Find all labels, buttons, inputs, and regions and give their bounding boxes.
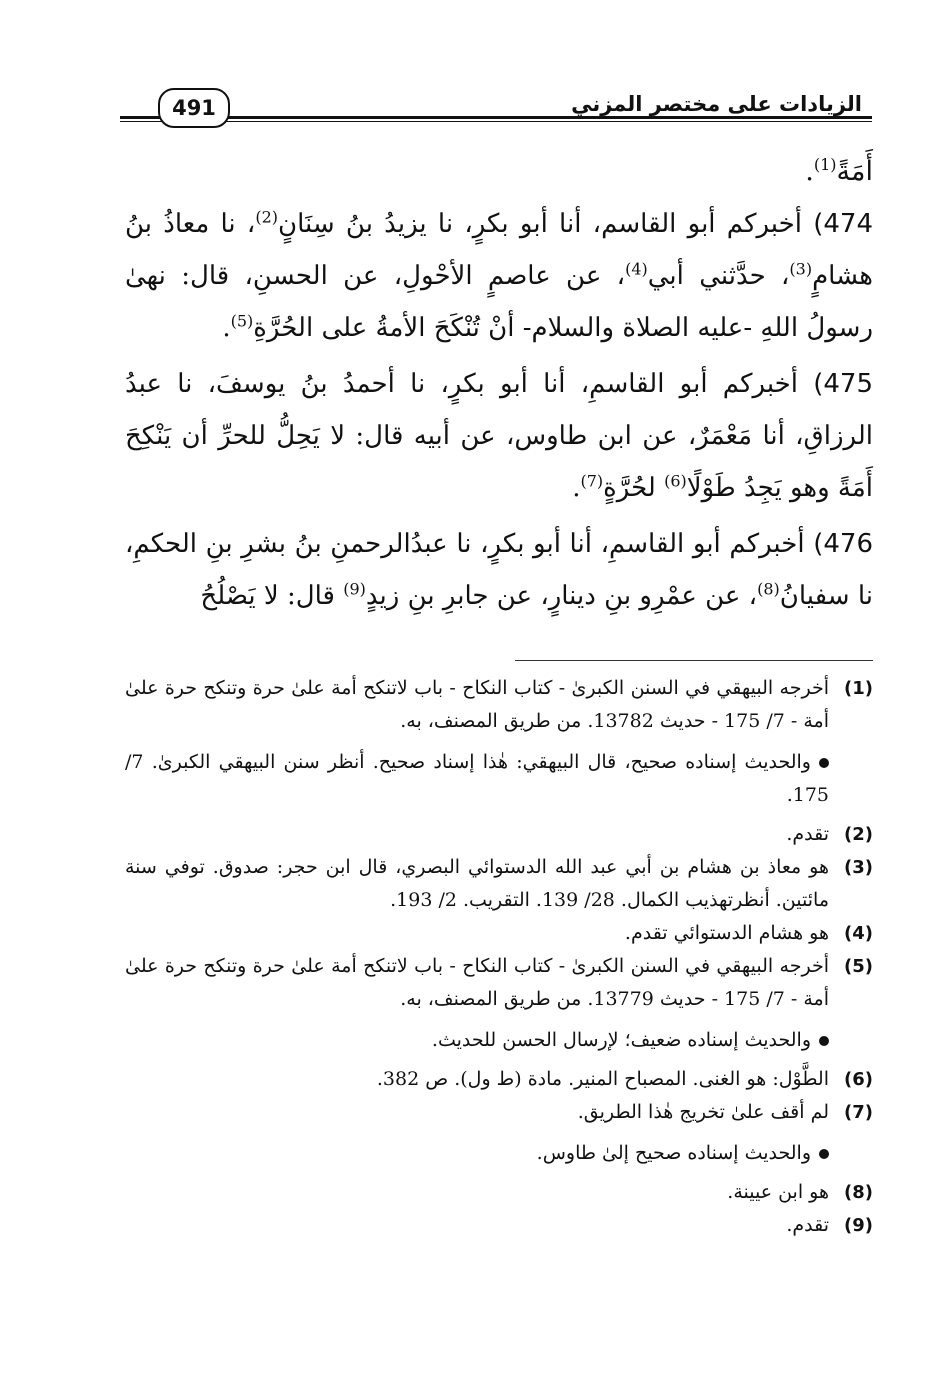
hadith-number: 476) bbox=[813, 529, 873, 559]
footnote-text: أخرجه البيهقي في السنن الكبرىٰ - كتاب النكاح - باب لاتنكح أمة علىٰ حرة وتنكح حرة علىٰ أمة - 7/ 175 - حديث 13779. من طريق المصنف، به. bbox=[125, 955, 829, 1010]
hadith-text: . bbox=[572, 473, 581, 503]
footnote-bullet bbox=[125, 1024, 873, 1057]
footnote-text: أخرجه البيهقي في السنن الكبرىٰ - كتاب النكاح - باب لاتنكح أمة علىٰ حرة وتنكح حرة علىٰ أمة - 7/ 175 - حديث 13782. من طريق المصنف، به. bbox=[125, 677, 829, 732]
footnote-number: (4) bbox=[844, 923, 873, 944]
footnote-text: تقدم. bbox=[786, 1214, 829, 1236]
footnote-7 bbox=[125, 1096, 873, 1129]
hadith-text: أخبركم أبو القاسم، أنا أبو بكرٍ، نا يزيدُ بنُ سِنَانٍ bbox=[278, 209, 802, 239]
bullet-text: والحديث إسناده صحيح، قال البيهقي: هٰذا إسناد صحيح. أنظر سنن البيهقي الكبرىٰ. 7/ 175. bbox=[125, 751, 829, 806]
hadith-text: أخبركم أبو القاسمِ، أنا أبو بكرٍ، نا عبدُالرحمنِ بنُ بشرِ بنِ الحكمِ، نا سفيانُ bbox=[125, 529, 873, 611]
footnote-text: لم أقف علىٰ تخريج هٰذا الطريق. bbox=[577, 1101, 829, 1123]
footnote-text: الطَّوْل: هو الغنى. المصباح المنير. مادة (ط ول). ص 382. bbox=[376, 1068, 829, 1090]
footnote-number: (2) bbox=[844, 824, 873, 845]
footnote-ref: (4) bbox=[625, 259, 648, 279]
fragment-end: . bbox=[805, 156, 814, 187]
hadith-text: أخبركم أبو القاسمِ، أنا أبو بكرٍ، نا أحمدُ بنُ يوسفَ، نا عبدُ الرزاقِ، أنا مَعْمَرٌ، عن ابن طاوس، عن أبيه قال: لا يَحِلُّ للحرِّ أن يَنْكِحَ أَمَةً وهو يَجِدُ طَوْلًا bbox=[125, 369, 873, 503]
continued-fragment bbox=[125, 150, 873, 194]
footnote-6 bbox=[125, 1063, 873, 1096]
footnote-ref: (1) bbox=[813, 155, 837, 174]
hadith-text: قال: لا يَصْلُحُ bbox=[200, 581, 344, 611]
hadith-text: ، حدَّثني أبي bbox=[647, 261, 790, 291]
hadith-476 bbox=[125, 518, 873, 622]
header-rule-thin bbox=[120, 121, 872, 122]
footnote-5 bbox=[125, 950, 873, 1016]
footnote-4 bbox=[125, 917, 873, 950]
bullet-icon bbox=[819, 1036, 829, 1046]
main-text bbox=[125, 150, 873, 622]
footnote-bullet bbox=[125, 1137, 873, 1170]
bullet-text: والحديث إسناده صحيح إلىٰ طاوس. bbox=[536, 1142, 811, 1164]
running-title: الزيادات على مختصر المزني bbox=[571, 92, 862, 116]
hadith-number: 475) bbox=[813, 369, 873, 399]
footnote-number: (5) bbox=[844, 956, 873, 977]
bullet-icon bbox=[819, 1149, 829, 1159]
hadith-text: ، عن عاصمٍ الأحْولِ، عن الحسنِ، قال: نهىٰ رسولُ اللهِ -عليه الصلاة والسلام- أنْ تُنْكَحَ الأمةُ على الحُرَّةِ bbox=[125, 261, 873, 343]
header-rule-thick bbox=[120, 116, 872, 119]
hadith-text: ، عن عمْرِو بنِ دينارٍ، عن جابرِ بنِ زيدٍ bbox=[365, 581, 758, 611]
bullet-text: والحديث إسناده ضعيف؛ لإرسال الحسن للحديث. bbox=[431, 1029, 811, 1051]
fragment-text: أَمَةً bbox=[836, 156, 873, 187]
footnote-number: (1) bbox=[844, 678, 873, 699]
footnote-text: هو معاذ بن هشام بن أبي عبد الله الدستوائي البصري، قال ابن حجر: صدوق. توفي سنة مائتين. أنظرتهذيب الكمال. 28/ 139. التقريب. 2/ 193. bbox=[125, 856, 829, 911]
footnote-number: (8) bbox=[844, 1182, 873, 1203]
footnote-ref: (2) bbox=[255, 207, 278, 227]
hadith-475 bbox=[125, 358, 873, 514]
footnote-ref: (8) bbox=[757, 579, 780, 599]
footnote-separator bbox=[515, 660, 873, 661]
footnote-number: (6) bbox=[844, 1069, 873, 1090]
footnote-ref: (7) bbox=[580, 471, 604, 491]
footnote-3 bbox=[125, 851, 873, 917]
footnote-ref: (6) bbox=[664, 471, 687, 491]
footnote-text: هو ابن عيينة. bbox=[727, 1181, 829, 1203]
hadith-text: ، نا معاذُ بنُ هشامٍ bbox=[125, 209, 873, 291]
footnote-text: هو هشام الدستوائي تقدم. bbox=[624, 922, 829, 944]
footnote-number: (7) bbox=[844, 1102, 873, 1123]
footnote-text: تقدم. bbox=[786, 823, 829, 845]
hadith-474 bbox=[125, 198, 873, 354]
footnote-ref: (5) bbox=[230, 311, 254, 331]
page-header bbox=[120, 88, 872, 128]
hadith-number: 474) bbox=[813, 209, 874, 239]
footnotes bbox=[125, 672, 873, 1242]
footnote-number: (9) bbox=[844, 1215, 873, 1236]
footnote-2 bbox=[125, 818, 873, 851]
footnote-8 bbox=[125, 1176, 873, 1209]
footnote-ref: (3) bbox=[789, 259, 813, 279]
hadith-text: . bbox=[222, 313, 231, 343]
footnote-number: (3) bbox=[844, 857, 873, 878]
footnote-9 bbox=[125, 1209, 873, 1242]
hadith-text: لحُرَّةٍ bbox=[603, 473, 665, 503]
footnote-ref: (9) bbox=[343, 579, 366, 599]
footnote-1 bbox=[125, 672, 873, 738]
footnote-bullet bbox=[125, 746, 873, 812]
page-number: 491 bbox=[158, 88, 230, 128]
bullet-icon bbox=[819, 758, 829, 768]
